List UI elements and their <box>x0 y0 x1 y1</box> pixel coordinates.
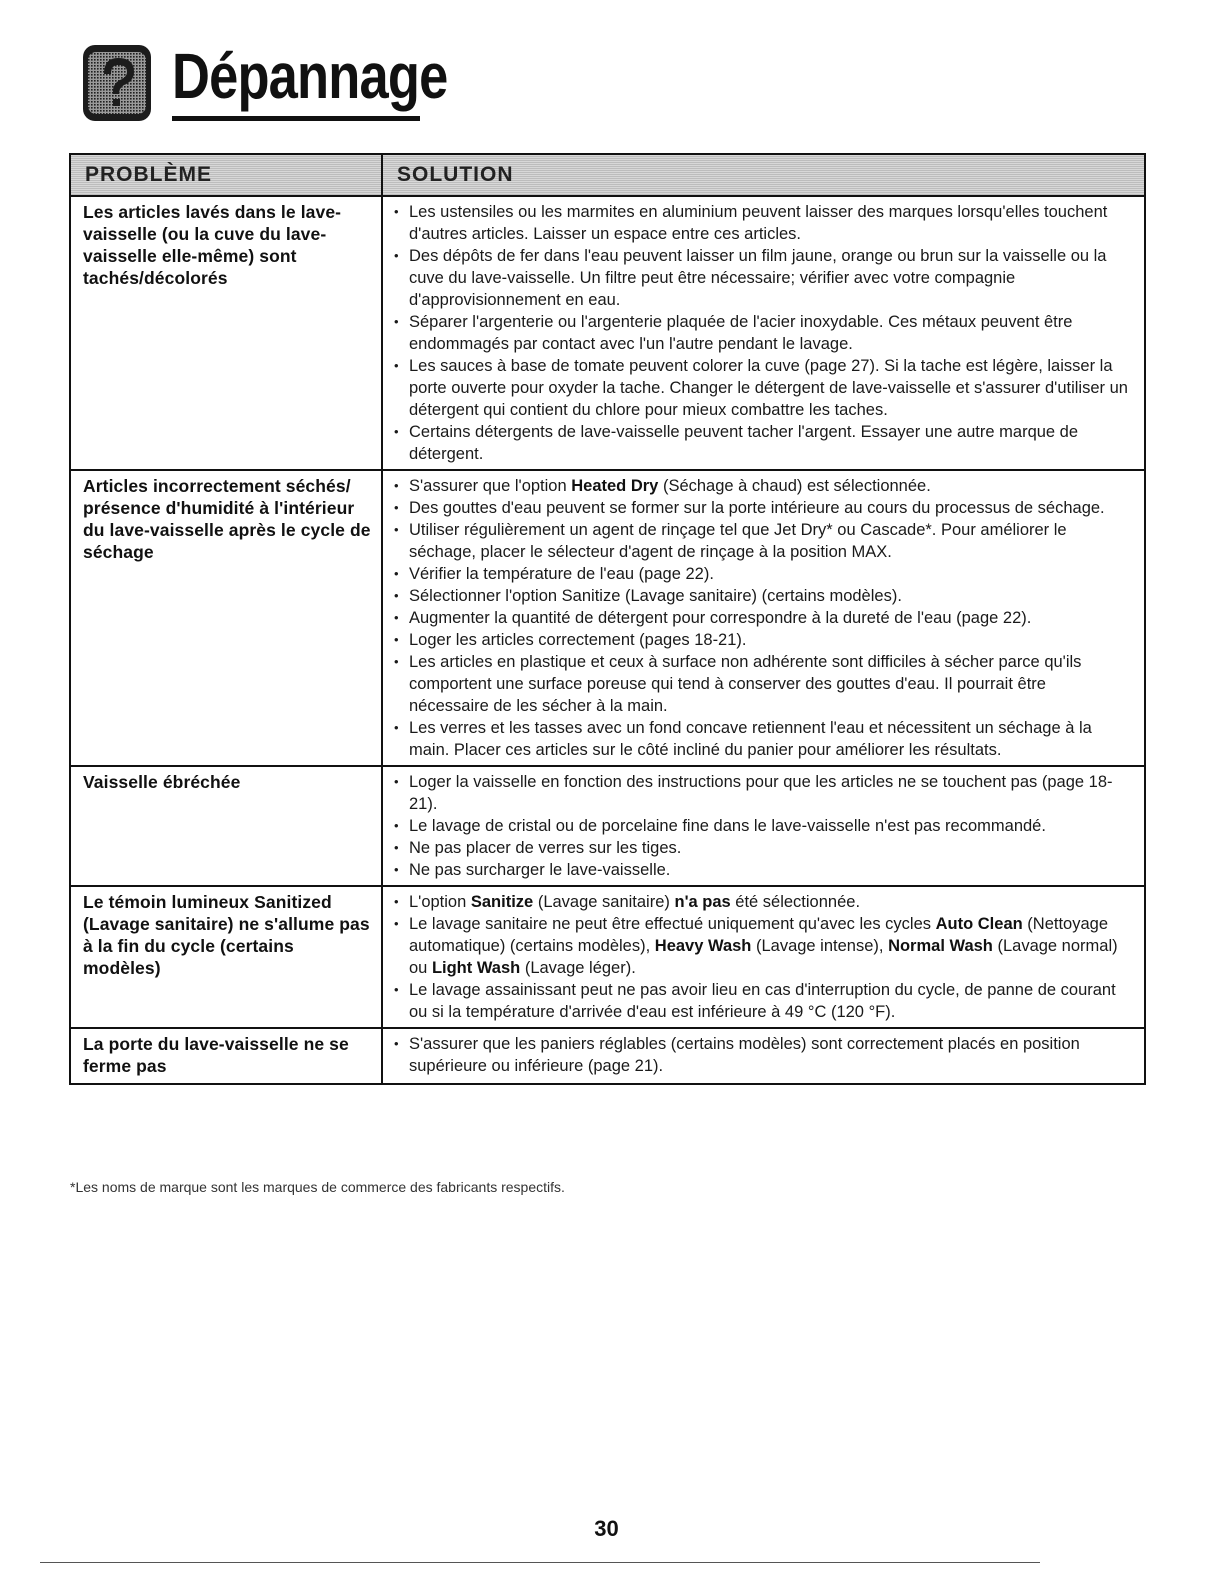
cycle-name-heavy-wash: Heavy Wash <box>654 937 752 955</box>
solution-item: • Les articles en plastique et ceux à surface non adhérente sont difficiles à sécher parce qu'ils comportent une surface poreuse qui tend à conserver des gouttes d'eau. Il pourrait être nécessaire de les sécher à la main. <box>393 651 1130 717</box>
solution-item: • Ne pas surcharger le lave-vaisselle. <box>393 859 1130 881</box>
table-row <box>70 766 1145 886</box>
solution-item: • Utiliser régulièrement un agent de rinçage tel que Jet Dry* ou Cascade*. Pour améliorer le séchage, placer le sélecteur d'agent de rinçage à la position MAX. <box>393 519 1130 563</box>
solution-item: • Les verres et les tasses avec un fond concave retiennent l'eau et nécessitent un séchage à la main. Placer ces articles sur le côté incliné du panier pour améliorer les résultats. <box>393 717 1130 761</box>
solution-item: • Les sauces à base de tomate peuvent colorer la cuve (page 27). Si la tache est légère, laisser la porte ouverte pour oxyder la tache. Changer le détergent de lave-vaisselle et s'assurer d'utiliser un détergent qui contient du chlore pour mieux combattre les taches. <box>393 355 1130 421</box>
cycle-name-normal-wash: Normal Wash <box>888 937 993 955</box>
solution-item: • Le lavage assainissant peut ne pas avoir lieu en cas d'interruption du cycle, de panne de courant ou si la température d'arrivée d'eau est inférieure à 49 °C (120 °F). <box>393 979 1130 1023</box>
solution-item: • Vérifier la température de l'eau (page 22). <box>393 563 1130 585</box>
footnote: *Les noms de marque sont les marques de commerce des fabricants respectifs. <box>70 1179 565 1195</box>
solution-item <box>393 891 1130 913</box>
emphasis-text: n'a pas <box>674 893 731 911</box>
option-name-heated-dry: Heated Dry <box>571 477 659 495</box>
solution-cell <box>382 766 1145 886</box>
solution-item: • S'assurer que les paniers réglables (certains modèles) sont correctement placés en position supérieure ou inférieure (page 21). <box>393 1033 1130 1077</box>
solution-text: (Lavage intense), <box>751 937 889 955</box>
solution-item: • Augmenter la quantité de détergent pour correspondre à la dureté de l'eau (page 22). <box>393 607 1130 629</box>
column-header-solution: SOLUTION <box>382 154 1145 196</box>
solution-item <box>393 475 1130 497</box>
table-row <box>70 196 1145 470</box>
solution-text: S'assurer que l'option <box>409 477 572 495</box>
solution-item <box>393 913 1130 979</box>
solution-item: • Sélectionner l'option Sanitize (Lavage sanitaire) (certains modèles). <box>393 585 1130 607</box>
solution-text: Le lavage sanitaire ne peut être effectué uniquement qu'avec les cycles <box>409 915 936 933</box>
cycle-name-light-wash: Light Wash <box>431 959 521 977</box>
solution-list <box>393 771 1130 881</box>
solution-text: (Lavage normal) ou <box>409 937 1118 977</box>
page-title: Dépannage <box>172 40 448 112</box>
problem-cell: La porte du lave-vaisselle ne se ferme pas <box>70 1028 382 1084</box>
solution-list <box>393 1033 1130 1077</box>
solution-item: • Le lavage de cristal ou de porcelaine fine dans le lave-vaisselle n'est pas recommandé. <box>393 815 1130 837</box>
question-mark-icon <box>82 44 152 122</box>
table-row <box>70 470 1145 766</box>
cycle-name-auto-clean: Auto Clean <box>935 915 1023 933</box>
solution-item: • Séparer l'argenterie ou l'argenterie plaquée de l'acier inoxydable. Ces métaux peuvent être endommagés par contact avec l'un l'autre pendant le lavage. <box>393 311 1130 355</box>
column-header-problem: PROBLÈME <box>70 154 382 196</box>
problem-cell: Vaisselle ébréchée <box>70 766 382 886</box>
solution-text: été sélectionnée. <box>730 893 861 911</box>
solution-item: • Loger la vaisselle en fonction des instructions pour que les articles ne se touchent pas (page 18-21). <box>393 771 1130 815</box>
solution-item: • Ne pas placer de verres sur les tiges. <box>393 837 1130 859</box>
divider <box>40 1562 1040 1563</box>
solution-text: L'option <box>409 893 471 911</box>
solution-list <box>393 891 1130 1023</box>
solution-cell <box>382 886 1145 1028</box>
solution-cell <box>382 1028 1145 1084</box>
solution-list <box>393 475 1130 761</box>
solution-text: (Lavage léger). <box>520 959 636 977</box>
solution-text: (Nettoyage automatique) (certains modèles), <box>409 915 1108 955</box>
table-row <box>70 886 1145 1028</box>
problem-cell: Articles incorrectement séchés/ présence d'humidité à l'intérieur du lave-vaisselle après le cycle de séchage <box>70 470 382 766</box>
option-name-sanitize: Sanitize <box>470 893 534 911</box>
solution-cell <box>382 196 1145 470</box>
troubleshooting-table <box>69 153 1146 1085</box>
solution-item: • Loger les articles correctement (pages 18-21). <box>393 629 1130 651</box>
solution-item: • Les ustensiles ou les marmites en aluminium peuvent laisser des marques lorsqu'elles touchent d'autres articles. Laisser un espace entre ces articles. <box>393 201 1130 245</box>
solution-item: • Des gouttes d'eau peuvent se former sur la porte intérieure au cours du processus de séchage. <box>393 497 1130 519</box>
page-number: 30 <box>594 1516 619 1541</box>
problem-cell: Le témoin lumineux Sanitized (Lavage sanitaire) ne s'allume pas à la fin du cycle (certains modèles) <box>70 886 382 1028</box>
table-row <box>70 1028 1145 1084</box>
solution-item: • Des dépôts de fer dans l'eau peuvent laisser un film jaune, orange ou brun sur la vaisselle ou la cuve du lave-vaisselle. Un filtre peut être nécessaire; vérifier avec votre compagnie d'approvisionnement en eau. <box>393 245 1130 311</box>
solution-text: (Séchage à chaud) est sélectionnée. <box>658 477 931 495</box>
solution-cell <box>382 470 1145 766</box>
table-header-row <box>70 154 1145 196</box>
solution-item: • Certains détergents de lave-vaisselle peuvent tacher l'argent. Essayer une autre marque de détergent. <box>393 421 1130 465</box>
solution-list <box>393 201 1130 465</box>
title-underline <box>172 116 420 121</box>
solution-text: (Lavage sanitaire) <box>533 893 675 911</box>
problem-cell: Les articles lavés dans le lave-vaisselle (ou la cuve du lave-vaisselle elle-même) sont tachés/décolorés <box>70 196 382 470</box>
